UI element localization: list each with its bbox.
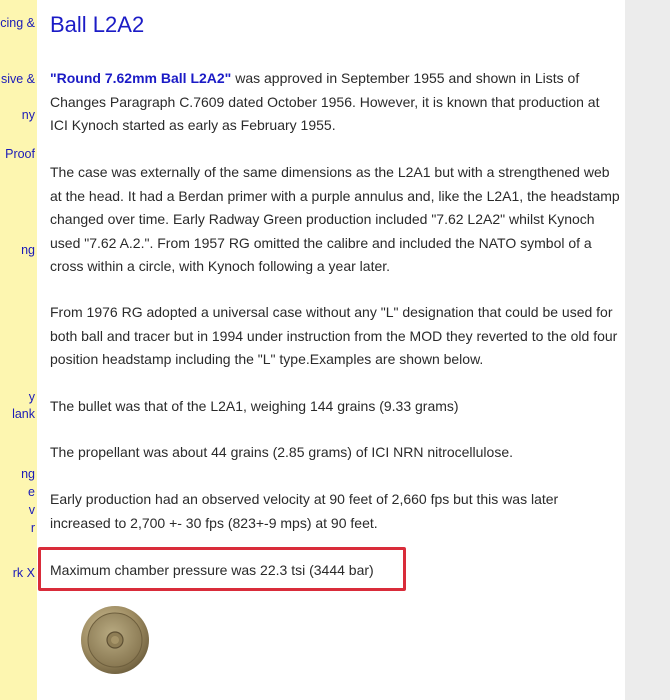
right-gutter bbox=[625, 0, 670, 700]
sidebar-link-8[interactable]: ng bbox=[21, 467, 35, 481]
sidebar-link-4[interactable]: Proof bbox=[5, 147, 35, 161]
case-paragraph: The case was externally of the same dimensions as the L2A1 but with a strengthened web at the head. It had a Berdan primer with a purple annulus and, like the L2A1, the headstamp changed over time. Early Radway Green production included "7.62 L2A2" whilst Kynoch used "7.62 A.2.". From 1957 RG omitted the calibre and included the NATO symbol of a cross within a circle, with Kynoch following a year later. bbox=[50, 164, 620, 274]
sidebar-link-7[interactable]: lank bbox=[12, 407, 35, 421]
sidebar-link-1[interactable]: cing & bbox=[0, 16, 35, 30]
sidebar-link-9[interactable]: e bbox=[28, 485, 35, 499]
highlight-box bbox=[38, 547, 406, 591]
sidebar-link-3[interactable]: ny bbox=[21, 108, 35, 122]
sidebar-link-6[interactable]: y bbox=[28, 390, 35, 404]
sidebar-link-2[interactable]: sive & bbox=[0, 72, 35, 86]
sidebar-link-11[interactable]: r bbox=[30, 521, 35, 535]
cartridge-headstamp-image bbox=[80, 605, 150, 675]
article-content bbox=[37, 0, 625, 700]
intro-text: was approved in September 1955 and shown in Lists of Changes Paragraph C.7609 dated October 1956. However, it is known that production at ICI Kynoch started as early as February 1955. bbox=[50, 70, 600, 133]
sidebar-nav bbox=[0, 0, 37, 700]
universal-case-paragraph: From 1976 RG adopted a universal case without any "L" designation that could be used for both ball and tracer but in 1994 under instruction from the MOD they reverted to the old four position headstamp including the "L" type.Examples are shown below. bbox=[50, 304, 618, 367]
page-title: Ball L2A2 bbox=[50, 12, 145, 37]
propellant-paragraph: The propellant was about 44 grains (2.85 grams) of ICI NRN nitrocellulose. bbox=[50, 444, 513, 460]
sidebar-link-5[interactable]: ng bbox=[21, 243, 35, 257]
bullet-paragraph: The bullet was that of the L2A1, weighing 144 grains (9.33 grams) bbox=[50, 398, 459, 414]
sidebar-link-12[interactable]: rk X bbox=[12, 566, 35, 580]
round-name: "Round 7.62mm Ball L2A2" bbox=[50, 70, 232, 86]
velocity-paragraph: Early production had an observed velocity at 90 feet of 2,660 fps but this was later increased to 2,700 +- 30 fps (823+-9 mps) at 90 feet. bbox=[50, 491, 559, 531]
pressure-paragraph: Maximum chamber pressure was 22.3 tsi (3444 bar) bbox=[50, 562, 374, 578]
sidebar-link-10[interactable]: v bbox=[28, 503, 35, 517]
intro-paragraph bbox=[50, 67, 620, 138]
